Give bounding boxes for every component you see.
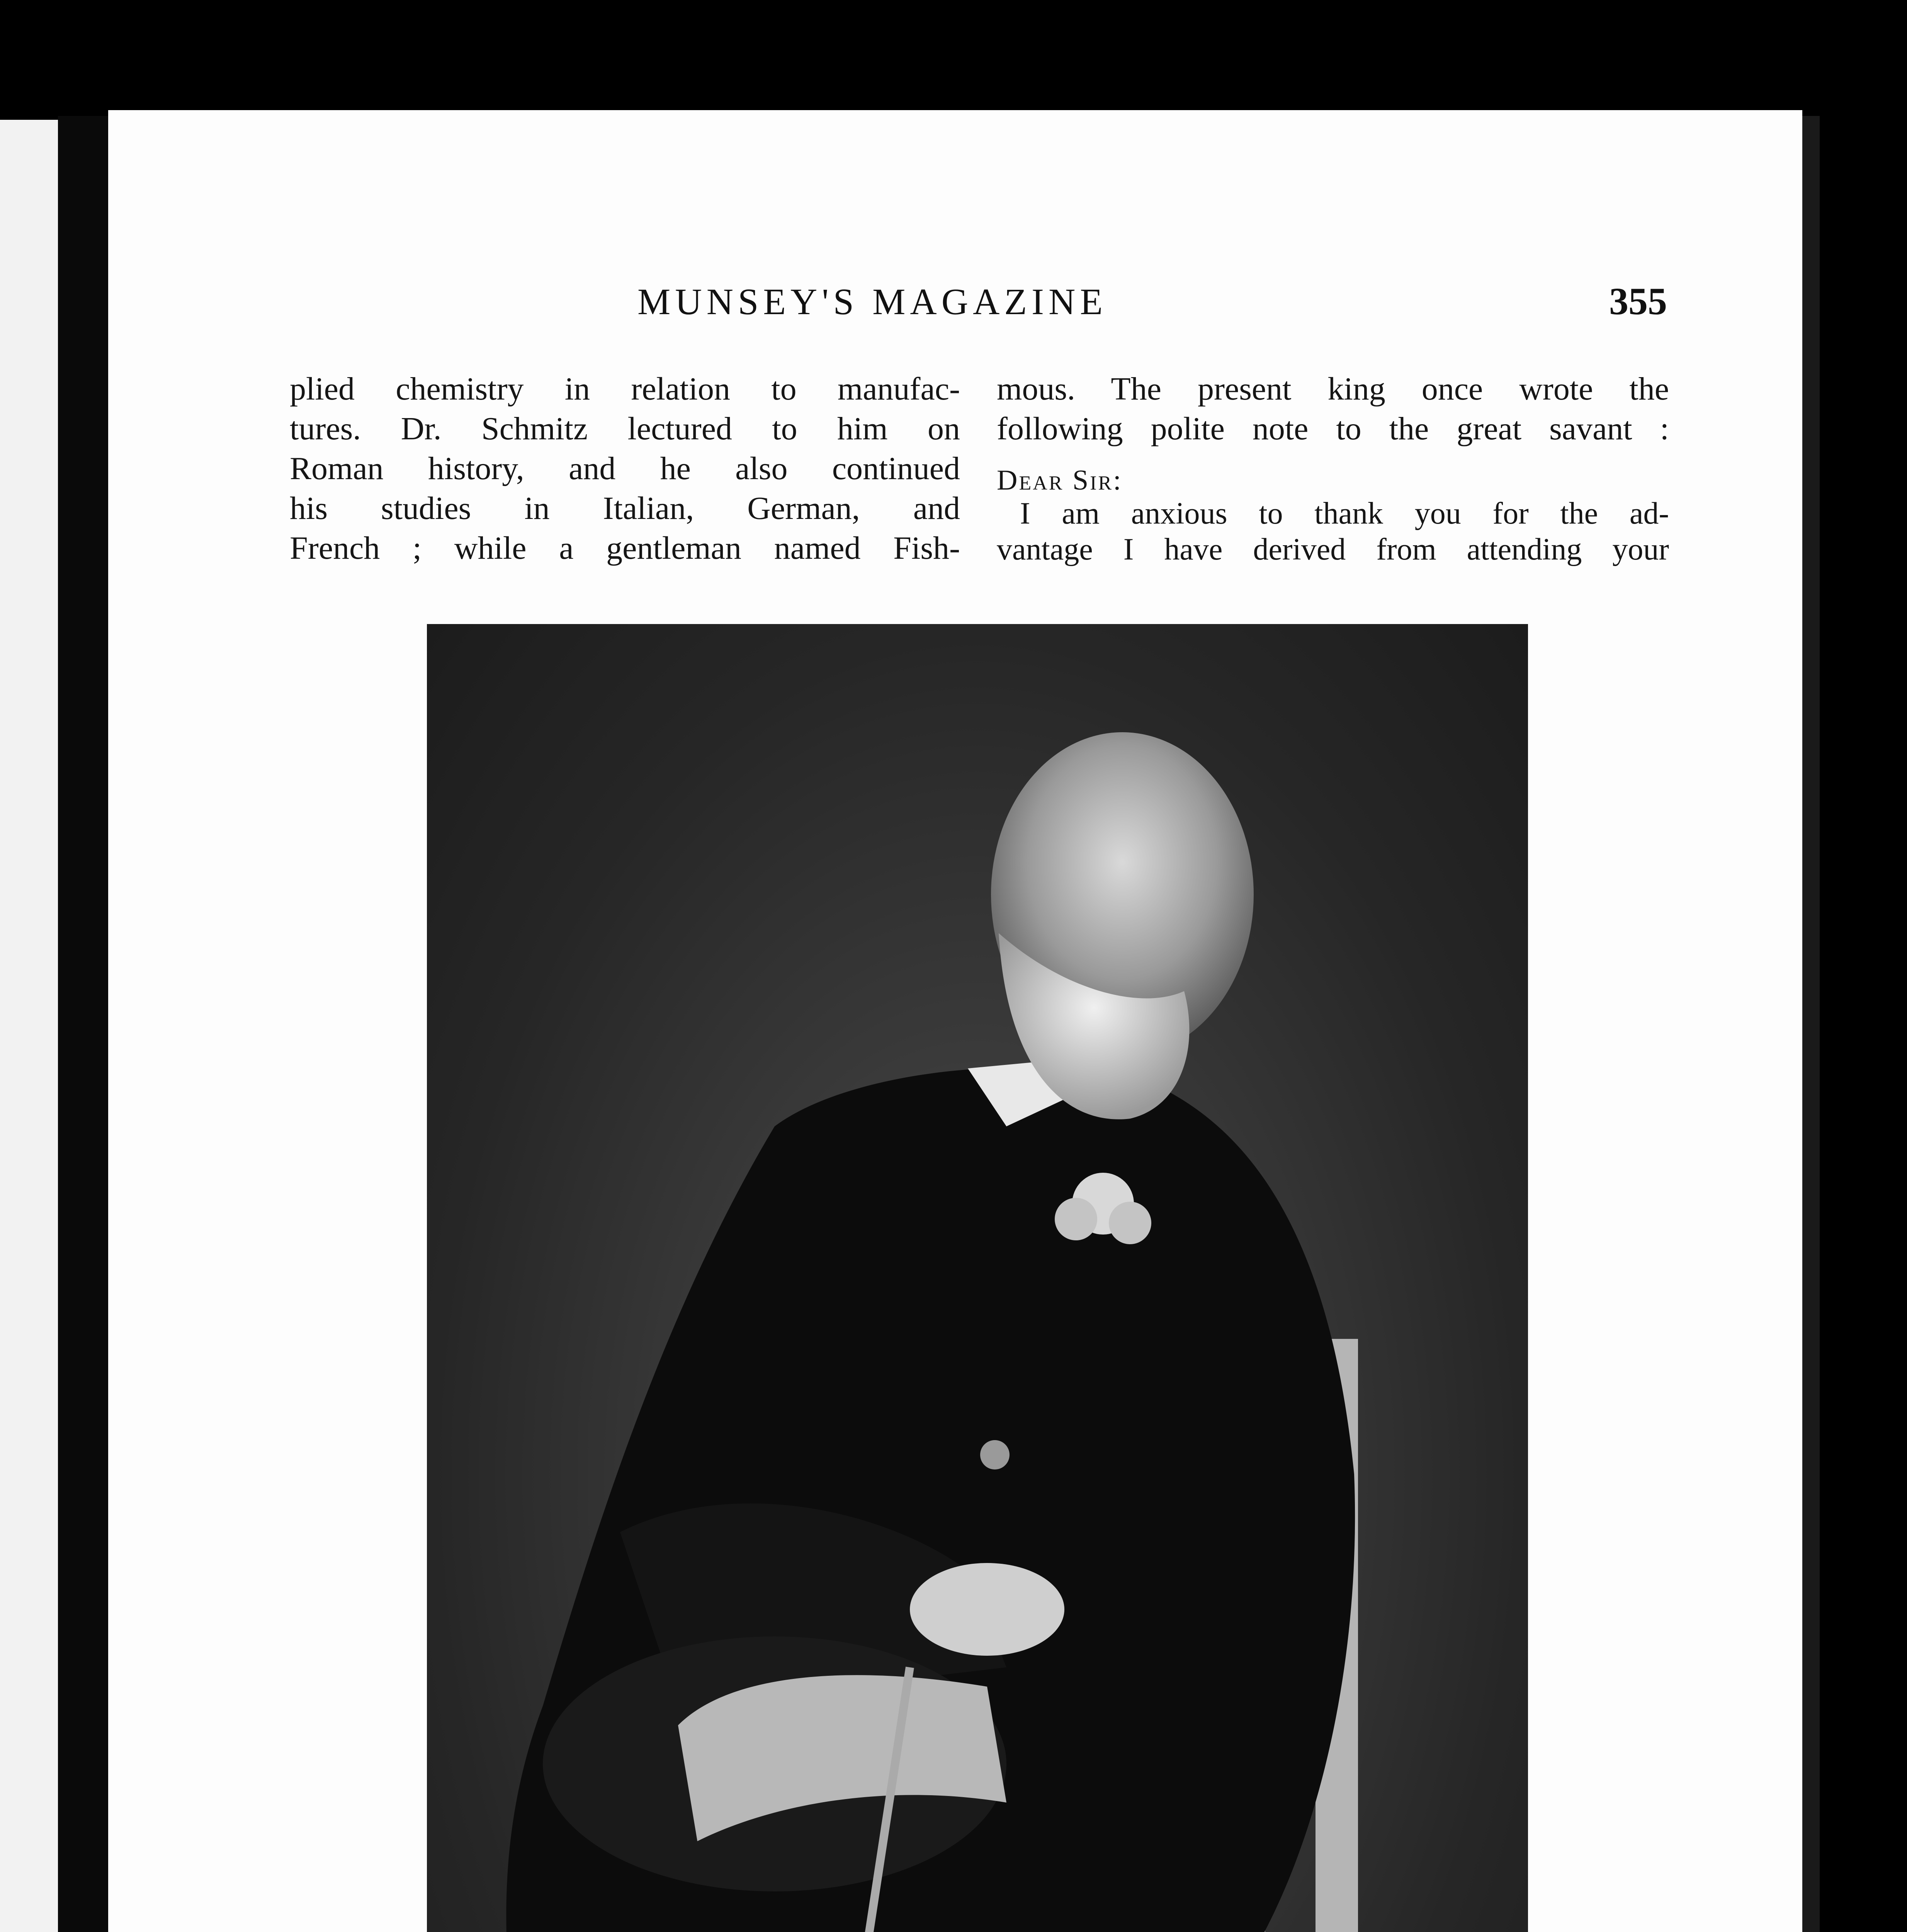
text-line: his studies in Italian, German, and	[290, 490, 960, 526]
letter-opening	[997, 464, 1669, 497]
text-line: vantage I have derived from attending your	[997, 532, 1669, 566]
text-line: plied chemistry in relation to manufac-	[290, 371, 960, 407]
text-line: tures. Dr. Schmitz lectured to him on	[290, 411, 960, 447]
page-number: 355	[1609, 280, 1667, 323]
portrait-photograph	[427, 624, 1528, 1932]
portrait-illustration	[427, 624, 1528, 1932]
text-line: French ; while a gentleman named Fish-	[290, 530, 960, 566]
page-edge-shadow	[1800, 116, 1820, 1932]
text-line: I am anxious to thank you for the ad-	[1020, 497, 1669, 531]
text-line: following polite note to the great savant :	[997, 411, 1669, 447]
facing-page-edge	[0, 120, 58, 1932]
letter-salutation: Dear Sir:	[997, 464, 1123, 496]
text-line: Roman history, and he also continued	[290, 451, 960, 486]
book-gutter	[58, 116, 108, 1932]
letter-start	[997, 496, 1669, 568]
text-line: mous. The present king once wrote the	[997, 371, 1669, 407]
running-title: MUNSEY'S MAGAZINE	[637, 281, 1107, 322]
top-left-column	[290, 369, 960, 568]
top-right-column	[997, 369, 1669, 449]
